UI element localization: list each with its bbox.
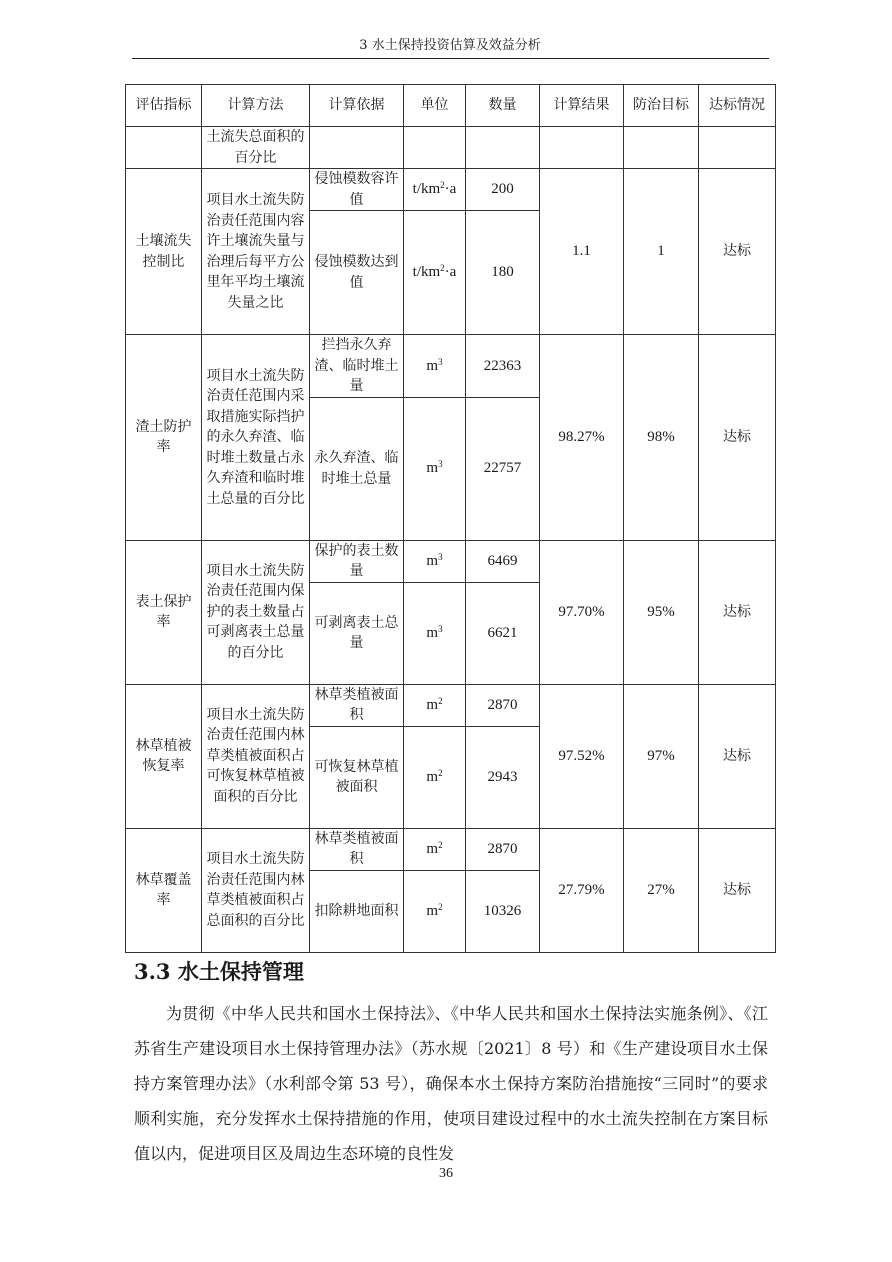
table-header-row xyxy=(126,85,776,127)
unit-cell xyxy=(404,870,466,952)
page-number: 36 xyxy=(439,1166,453,1181)
status-cell: 达标 xyxy=(699,335,776,541)
table-row xyxy=(126,684,776,726)
basis-cell: 林草类植被面积 xyxy=(310,684,404,726)
quantity-cell: 22363 xyxy=(466,335,540,398)
status-cell: 达标 xyxy=(699,169,776,335)
result-cell: 97.52% xyxy=(540,684,624,828)
method-cell: 项目水土流失防治责任范围内采取措施实际挡护的永久弃渣、临时堆土数量占永久弃渣和临时堆土总量的百分比 xyxy=(202,335,310,541)
target-cell: 95% xyxy=(624,540,699,684)
method-cell: 项目水土流失防治责任范围内林草类植被面积占总面积的百分比 xyxy=(202,828,310,952)
basis-cell: 可剥离表土总量 xyxy=(310,582,404,684)
table-row-continuation xyxy=(126,127,776,169)
unit-cell xyxy=(404,828,466,870)
quantity-cell: 200 xyxy=(466,169,540,211)
header-cell: 计算方法 xyxy=(202,85,310,127)
status-cell: 达标 xyxy=(699,684,776,828)
quantity-cell: 2870 xyxy=(466,684,540,726)
method-cell: 项目水土流失防治责任范围内保护的表土数量占可剥离表土总量的百分比 xyxy=(202,540,310,684)
unit-base: m xyxy=(426,840,439,857)
quantity-cell: 10326 xyxy=(466,870,540,952)
table-rows xyxy=(126,169,776,953)
indicator-cell xyxy=(126,127,202,169)
basis-cell: 侵蚀模数达到值 xyxy=(310,211,404,335)
status-cell: 达标 xyxy=(699,540,776,684)
table-row xyxy=(126,169,776,211)
quantity-cell: 6469 xyxy=(466,540,540,582)
unit-exponent: 2 xyxy=(440,263,445,274)
unit-exponent: 3 xyxy=(438,551,443,562)
unit-base: m xyxy=(426,357,439,374)
target-cell: 1 xyxy=(624,169,699,335)
basis-cell: 侵蚀模数容许值 xyxy=(310,169,404,211)
unit-cell xyxy=(404,540,466,582)
header-cell: 计算结果 xyxy=(540,85,624,127)
method-cell: 项目水土流失防治责任范围内林草类植被面积占可恢复林草植被面积的百分比 xyxy=(202,684,310,828)
indicator-cell: 林草植被恢复率 xyxy=(126,684,202,828)
unit-base: m xyxy=(426,624,439,641)
result-cell: 27.79% xyxy=(540,828,624,952)
unit-cell xyxy=(404,335,466,398)
quantity-cell: 22757 xyxy=(466,397,540,540)
unit-tail: ·a xyxy=(444,264,457,281)
header-cell: 防治目标 xyxy=(624,85,699,127)
target-cell: 27% xyxy=(624,828,699,952)
header-cell: 数量 xyxy=(466,85,540,127)
unit-exponent: 3 xyxy=(438,459,443,470)
unit-exponent: 3 xyxy=(438,356,443,367)
indicator-cell: 渣土防护率 xyxy=(126,335,202,541)
body-paragraph: 为贯彻《中华人民共和国水土保持法》、《中华人民共和国水土保持法实施条例》、《江苏省生产建设项目水土保持管理办法》（苏水规〔2021〕8 号）和《生产建设项目水土保持方案管理办法》（水利部令第 53 号），确保本水土保持方案防治措施按“三同时”的要求顺利实施，充分发挥水土保持措施的作用，使项目建设过程中的水土流失控制在方案目标值以内，促进项目区及周边生态环境的良性发 xyxy=(134,1004,768,1163)
unit-exponent: 3 xyxy=(438,623,443,634)
basis-cell: 保护的表土数量 xyxy=(310,540,404,582)
unit-cell xyxy=(404,211,466,335)
unit-base: t/km xyxy=(412,264,441,281)
indicator-cell: 林草覆盖率 xyxy=(126,828,202,952)
basis-cell: 扣除耕地面积 xyxy=(310,870,404,952)
unit-cell xyxy=(404,397,466,540)
quantity-cell: 2943 xyxy=(466,726,540,828)
unit-exponent: 2 xyxy=(438,901,443,912)
unit-base: m xyxy=(426,696,439,713)
basis-cell: 永久弃渣、临时堆土总量 xyxy=(310,397,404,540)
quantity-cell: 6621 xyxy=(466,582,540,684)
header-cell: 达标情况 xyxy=(699,85,776,127)
unit-cell xyxy=(404,726,466,828)
table-row xyxy=(126,540,776,582)
unit-exponent: 2 xyxy=(438,695,443,706)
unit-cell xyxy=(404,169,466,211)
result-cell: 98.27% xyxy=(540,335,624,541)
unit-base: m xyxy=(426,768,439,785)
result-cell: 1.1 xyxy=(540,169,624,335)
unit-base: m xyxy=(426,552,439,569)
unit-cell xyxy=(404,684,466,726)
unit-cell xyxy=(404,582,466,684)
table-row xyxy=(126,335,776,398)
indicator-cell: 土壤流失控制比 xyxy=(126,169,202,335)
unit-tail: ·a xyxy=(444,181,457,198)
unit-exponent: 2 xyxy=(438,839,443,850)
indicator-cell: 表土保护率 xyxy=(126,540,202,684)
header-cell: 计算依据 xyxy=(310,85,404,127)
header-cell: 评估指标 xyxy=(126,85,202,127)
unit-exponent: 2 xyxy=(440,180,445,191)
unit-base: t/km xyxy=(412,181,441,198)
method-cell: 土流失总面积的百分比 xyxy=(202,127,310,169)
header-cell: 单位 xyxy=(404,85,466,127)
status-cell: 达标 xyxy=(699,828,776,952)
header-divider xyxy=(132,58,769,59)
unit-base: m xyxy=(426,902,439,919)
target-cell: 97% xyxy=(624,684,699,828)
unit-exponent: 2 xyxy=(438,767,443,778)
basis-cell: 拦挡永久弃渣、临时堆土量 xyxy=(310,335,404,398)
quantity-cell: 2870 xyxy=(466,828,540,870)
basis-cell: 可恢复林草植被面积 xyxy=(310,726,404,828)
result-cell: 97.70% xyxy=(540,540,624,684)
unit-base: m xyxy=(426,460,439,477)
running-header: 3 水土保持投资估算及效益分析 xyxy=(359,38,541,53)
target-cell: 98% xyxy=(624,335,699,541)
basis-cell: 林草类植被面积 xyxy=(310,828,404,870)
quantity-cell: 180 xyxy=(466,211,540,335)
method-cell: 项目水土流失防治责任范围内容许土壤流失量与治理后每平方公里年平均土壤流失量之比 xyxy=(202,169,310,335)
table-row xyxy=(126,828,776,870)
section-heading: 3.3 水土保持管理 xyxy=(134,959,304,984)
evaluation-table xyxy=(125,84,776,953)
